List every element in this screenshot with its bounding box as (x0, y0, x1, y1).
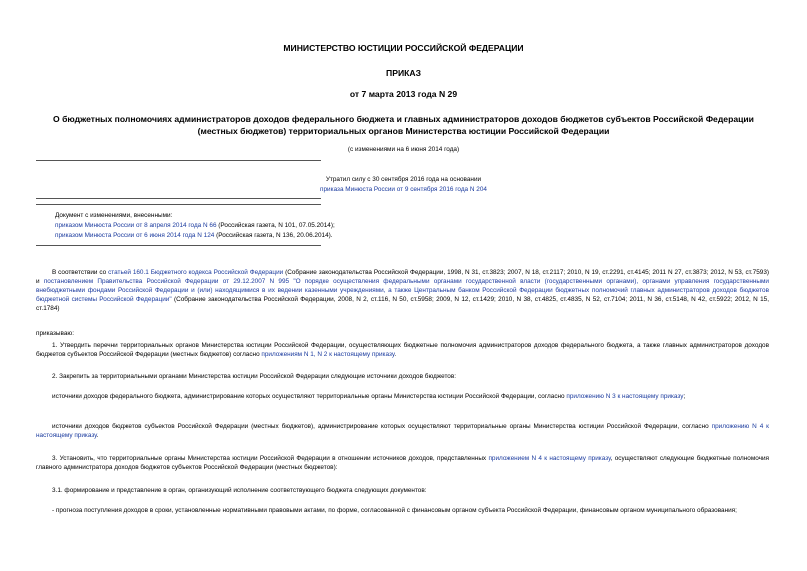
annex-4-link[interactable]: приложением N 4 к настоящему приказу (488, 455, 611, 462)
clause-3-1-forecast: - прогноза поступления доходов в сроки, установленные нормативными правовыми актами, по форме, согласованной с финансовым органом субъекта Российской Федерации, финансовым органом муниципального образования; (52, 507, 737, 514)
government-decree-link[interactable]: постановлением Правительства Российской Федерации от 29.12.2007 N 995 "О порядке осуществления федеральными органами государственной власти (государственными органами), органами управления государственными внебюджетными фондами Российской Федерации и (или) находящимися в их ведении казенными учреждениями, а также Центральным банком Российской Федерации бюджетных полномочий главных администраторов доходов бюджетов бюджетной системы Российской Федерации" (36, 278, 769, 303)
divider (36, 198, 321, 199)
text: 3. Установить, что территориальные органы Министерства юстиции Российской Федерации в отношении источников доходов, представленных (52, 455, 489, 462)
preamble-paragraph (36, 268, 769, 313)
order-word: приказываю: (36, 330, 74, 337)
clause-1 (36, 341, 769, 359)
edition-note: (с изменениями на 6 июня 2014 года) (347, 146, 460, 153)
text: 1. Утвердить перечни территориальных органов Министерства юстиции Российской Федерации, осуществляющих бюджетные полномочия администраторов доходов федерального бюджета, а также главных администраторов доходов бюджетов субъектов Российской Федерации (местных бюджетов) согласно (36, 342, 769, 358)
ministry-heading: МИНИСТЕРСТВО ЮСТИЦИИ РОССИЙСКОЙ ФЕДЕРАЦИИ (283, 43, 524, 53)
expiry-note (0, 175, 807, 195)
text: ; (683, 393, 686, 400)
clause-2: 2. Закрепить за территориальными органами Министерства юстиции Российской Федерации следующие источники доходов бюджетов: (52, 373, 457, 380)
date-number-heading: от 7 марта 2013 года N 29 (349, 89, 458, 99)
text: . (394, 351, 397, 358)
expiry-text: Утратил силу с 30 сентября 2016 года на основании (325, 176, 482, 183)
text: . (96, 432, 99, 439)
amendments-intro: Документ с изменениями, внесенными: (55, 212, 173, 219)
budget-code-link[interactable]: статьей 160.1 Бюджетного кодекса Российской Федерации (108, 269, 284, 276)
amendment-link-2[interactable]: приказом Минюста России от 6 июня 2014 года N 124 (55, 232, 215, 239)
text: (Собрание законодательства Российской Федерации, 2008, N 2, ст.116, N 50, ст.5958; 2009, N 12, ст.1429; 2010, N 38, ст.4825, ст.4835, N 52, ст.7104; 2011, N 36, ст.5148, N 42, ст.5922; 2012, N 15, ст.1784) (36, 296, 770, 312)
amendment-source-2: (Российская газета, N 136, 20.06.2014). (214, 232, 333, 239)
document-title: О бюджетных полномочиях администраторов доходов федерального бюджета и главных администраторов доходов бюджетов субъектов Российской Федерации (местных бюджетов) территориальных органов Министерства юстиции Российской Федерации (53, 114, 754, 136)
clause-3 (36, 454, 769, 472)
clause-2-regional (36, 422, 769, 440)
text: (Собрание законодательства Российской Федерации, 1998, N 31, ст.3823; 2007, N 18, ст.2117; 2010, N 19, ст.2291, ст.4145; 2011 N 27, ст.3873; 2012, N 53, ст.7593) и (36, 269, 770, 285)
amendment-source-1: (Российская газета, N 101, 07.05.2014); (216, 222, 335, 229)
clause-2-federal (36, 392, 769, 401)
text: В соответствии со (52, 269, 109, 276)
annex-3-link[interactable]: приложению N 3 к настоящему приказу (566, 393, 684, 400)
doc-type-heading: ПРИКАЗ (386, 68, 421, 78)
divider (36, 160, 321, 161)
clause-3-1: 3.1. формирование и представление в орган, организующий исполнение соответствующего бюджета следующих документов: (52, 487, 427, 494)
text: , осуществляют следующие бюджетные полномочия главного администратора доходов бюджетов субъектов Российской Федерации (местных бюджетов): (36, 455, 769, 471)
expiry-link[interactable]: приказа Минюста России от 9 сентября 2016 года N 204 (320, 186, 487, 193)
text: источники доходов федерального бюджета, администрирование которых осуществляют территориальные органы Министерства юстиции Российской Федерации, согласно (52, 393, 567, 400)
amendment-link-1[interactable]: приказом Минюста России от 8 апреля 2014 года N 66 (55, 222, 217, 229)
divider (36, 204, 321, 205)
text: источники доходов бюджетов субъектов Российской Федерации (местных бюджетов), администрирование которых осуществляют территориальные органы Министерства юстиции Российской Федерации, согласно (52, 423, 712, 430)
amendments-block (55, 211, 335, 241)
divider (36, 245, 321, 246)
annex-1-2-link[interactable]: приложениям N 1, N 2 к настоящему приказу (261, 351, 395, 358)
annex-4-link[interactable]: приложению N 4 к настоящему приказу (36, 423, 769, 439)
